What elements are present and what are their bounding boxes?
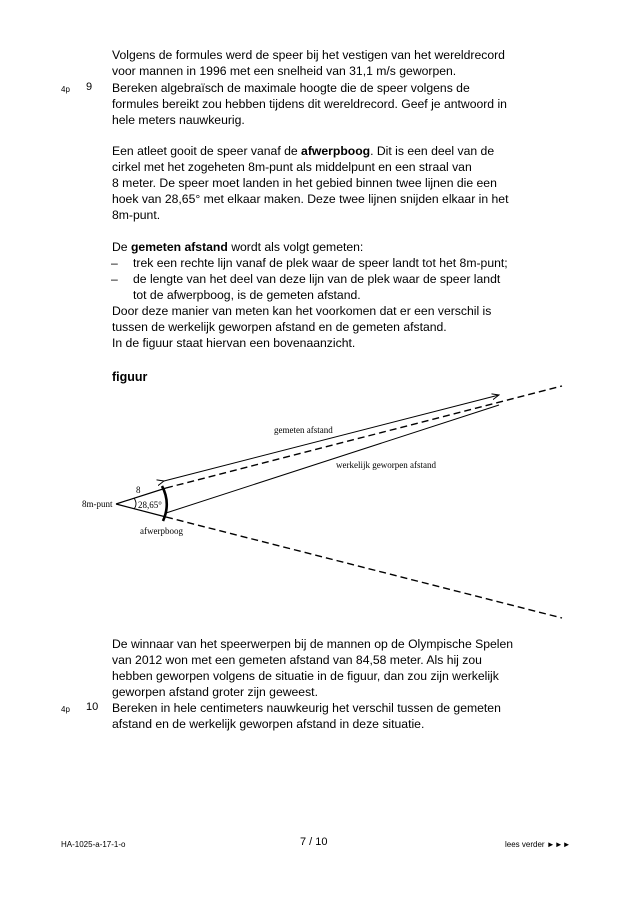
text-line: cirkel met het zogeheten 8m-punt als middelpunt en een straal van xyxy=(112,160,472,174)
text-line: hoek van 28,65° met elkaar maken. Deze twee lijnen snijden elkaar in het xyxy=(112,192,509,206)
werkelijk-afstand-line xyxy=(166,405,499,513)
text-line: De winnaar van het speerwerpen bij de mannen op de Olympische Spelen xyxy=(112,637,514,651)
footer-next: lees verder ►►► xyxy=(505,840,571,849)
label-afwerpboog: afwerpboog xyxy=(140,526,183,536)
angle-arc xyxy=(134,498,136,509)
text-line: afstand en de werkelijk geworpen afstand in deze situatie. xyxy=(112,717,425,731)
label-8m-punt: 8m-punt xyxy=(82,499,113,509)
text-line: hele meters nauwkeurig. xyxy=(112,113,245,127)
text-line: Volgens de formules werd de speer bij het vestigen van het wereldrecord xyxy=(112,48,505,62)
label-angle: 28,65° xyxy=(138,500,162,510)
page-number: 7 / 10 xyxy=(300,836,328,848)
dash-bullet: – xyxy=(111,256,118,270)
q10-question xyxy=(112,700,562,732)
text-segment: Een atleet gooit de speer vanaf de xyxy=(112,144,302,158)
label-gemeten-afstand: gemeten afstand xyxy=(274,425,333,435)
text-line: van 2012 won met een gemeten afstand van 84,58 meter. Als hij zou xyxy=(112,653,482,667)
boundary-lower-dashed xyxy=(166,517,562,618)
q9-number: 9 xyxy=(86,81,93,93)
text-line: formules bereikt zou hebben tijdens dit wereldrecord. Geef je antwoord in xyxy=(112,97,507,111)
text-segment: De xyxy=(112,240,131,254)
text-line: In de figuur staat hiervan een bovenaanzicht. xyxy=(112,336,356,350)
term-gemeten-afstand: gemeten afstand xyxy=(130,240,228,254)
text-line: tussen de werkelijk geworpen afstand en de gemeten afstand. xyxy=(112,320,447,334)
text-line: geworpen afstand groter zijn geweest. xyxy=(112,685,318,699)
q9-points: 4p xyxy=(61,85,70,94)
text-segment: wordt als volgt gemeten: xyxy=(227,240,364,254)
text-line: Bereken algebraïsch de maximale hoogte die de speer volgens de xyxy=(112,81,470,95)
olympic-paragraph xyxy=(112,636,562,700)
text-line: 8 meter. De speer moet landen in het gebied binnen twee lijnen die een xyxy=(112,176,497,190)
dash-bullet: – xyxy=(111,272,118,286)
q10-points: 4p xyxy=(61,705,70,714)
text-line: Bereken in hele centimeters nauwkeurig het verschil tussen de gemeten xyxy=(112,701,501,715)
label-werkelijk-afstand: werkelijk geworpen afstand xyxy=(336,460,436,470)
q10-number: 10 xyxy=(86,701,99,713)
text-segment: . Dit is een deel van de xyxy=(370,144,495,158)
gemeten-afstand-arrow xyxy=(164,395,499,481)
term-afwerpboog: afwerpboog xyxy=(301,144,371,158)
boundary-upper-dashed xyxy=(166,386,562,488)
text-line: 8m-punt. xyxy=(112,208,161,222)
figure-title: figuur xyxy=(112,370,148,384)
list-item-text: de lengte van het deel van deze lijn van de plek waar de speer landt xyxy=(133,272,501,286)
label-radius: 8 xyxy=(136,485,141,495)
list-item-text: tot de afwerpboog, is de gemeten afstand. xyxy=(133,288,361,302)
list-item-text: trek een rechte lijn vanaf de plek waar de speer landt tot het 8m-punt; xyxy=(133,256,508,270)
text-line: voor mannen in 1996 met een snelheid van 31,1 m/s geworpen. xyxy=(112,64,457,78)
text-line: Door deze manier van meten kan het voorkomen dat er een verschil is xyxy=(112,304,492,318)
text-line: hebben geworpen volgens de situatie in de figuur, dan zou zijn werkelijk xyxy=(112,669,499,683)
footer-code: HA-1025-a-17-1-o xyxy=(61,840,126,849)
